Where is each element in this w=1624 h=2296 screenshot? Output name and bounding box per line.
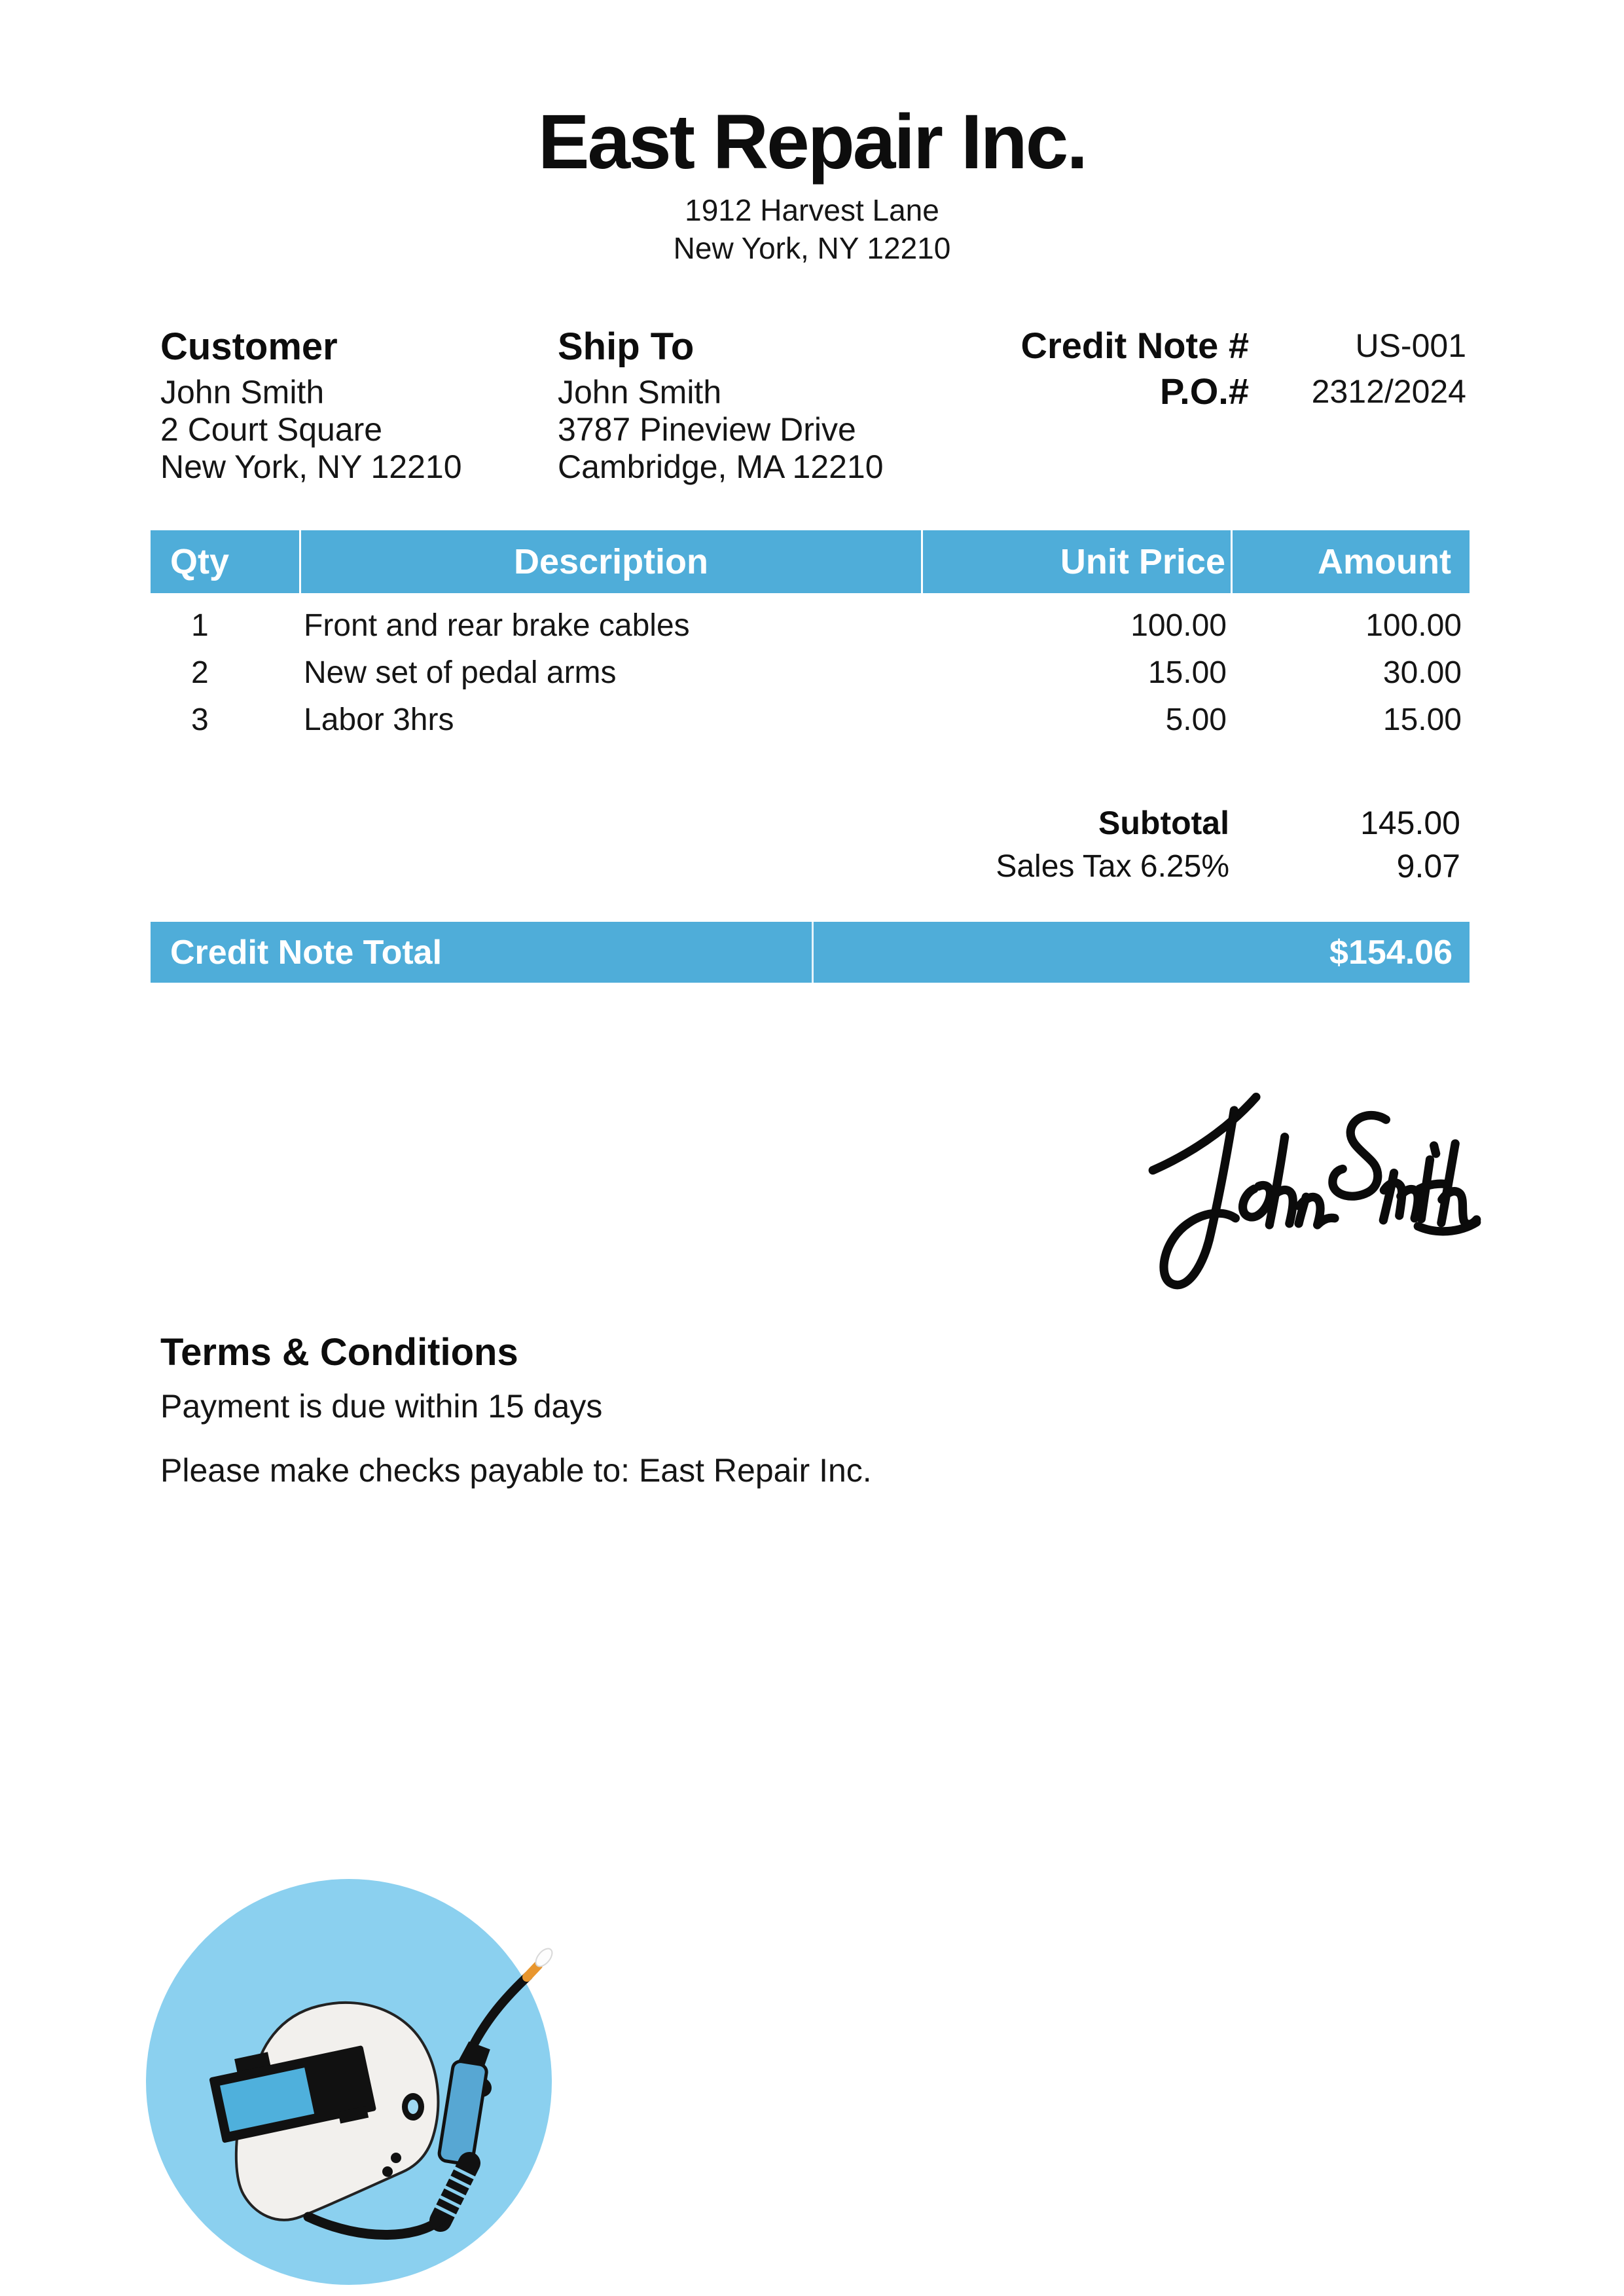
ship-to-heading: Ship To: [558, 325, 695, 368]
credit-note-number-row: [949, 324, 1470, 365]
company-name: East Repair Inc.: [537, 99, 1087, 185]
customer-block: [160, 324, 462, 486]
row3-description: Labor 3hrs: [304, 702, 454, 737]
credit-note-total-label: Credit Note Total: [170, 933, 442, 972]
ship-to-street: 3787 Pineview Drive: [558, 411, 856, 448]
header-description: Description: [299, 530, 921, 593]
items-table-body: [151, 607, 1470, 738]
po-number-label: P.O.#: [1160, 371, 1249, 412]
row1-description: Front and rear brake cables: [304, 608, 690, 643]
credit-note-total-bar: [151, 922, 1470, 983]
welding-helmet-illustration: [145, 1878, 553, 2286]
credit-note-total-value: $154.06: [812, 922, 1470, 983]
row3-amount: 15.00: [1382, 702, 1462, 737]
company-address-line2: New York, NY 12210: [673, 231, 951, 265]
subtotal-value: 145.00: [1360, 805, 1460, 841]
customer-city: New York, NY 12210: [160, 448, 462, 485]
ship-to-block: [558, 324, 884, 486]
row2-amount: 30.00: [1382, 655, 1462, 690]
po-number-value: 2312/2024: [1311, 373, 1466, 410]
terms-payment-line: Payment is due within 15 days: [160, 1388, 603, 1425]
company-address-line1: 1912 Harvest Lane: [685, 193, 939, 227]
sales-tax-value: 9.07: [1396, 848, 1460, 884]
helmet-rivet: [382, 2166, 393, 2177]
torch-tip: [527, 1965, 538, 1977]
subtotal-row: [151, 804, 1470, 841]
credit-note-number-value: US-001: [1355, 327, 1466, 364]
customer-street: 2 Court Square: [160, 411, 383, 448]
row2-unit-price: 15.00: [1147, 655, 1227, 690]
customer-name: John Smith: [160, 374, 325, 410]
row1-qty: 1: [191, 608, 209, 643]
row2-description: New set of pedal arms: [304, 655, 617, 690]
items-table-header: [151, 530, 1470, 593]
terms-checks-line: Please make checks payable to: East Repair Inc.: [160, 1452, 872, 1489]
subtotal-label: Subtotal: [1098, 805, 1229, 841]
ship-to-city: Cambridge, MA 12210: [558, 448, 884, 485]
row2-qty: 2: [191, 655, 209, 690]
header-amount: Amount: [1231, 530, 1470, 593]
credit-note-meta: [949, 324, 1470, 416]
po-number-row: [949, 370, 1470, 410]
row1-amount: 100.00: [1365, 608, 1462, 643]
company-address: [0, 191, 1624, 267]
terms-heading: Terms & Conditions: [160, 1331, 518, 1374]
row1-unit-price: 100.00: [1130, 608, 1227, 643]
sales-tax-row: [151, 847, 1470, 884]
row3-unit-price: 5.00: [1165, 702, 1227, 737]
signature-john-smith: [1106, 1057, 1486, 1319]
header-qty: Qty: [170, 542, 230, 581]
ship-to-name: John Smith: [558, 374, 722, 410]
helmet-rivet: [391, 2153, 401, 2163]
credit-note-number-label: Credit Note #: [1020, 325, 1249, 366]
sales-tax-label: Sales Tax 6.25%: [996, 848, 1229, 884]
customer-heading: Customer: [160, 325, 338, 368]
header-unit-price: Unit Price: [921, 530, 1231, 593]
row3-qty: 3: [191, 702, 209, 737]
